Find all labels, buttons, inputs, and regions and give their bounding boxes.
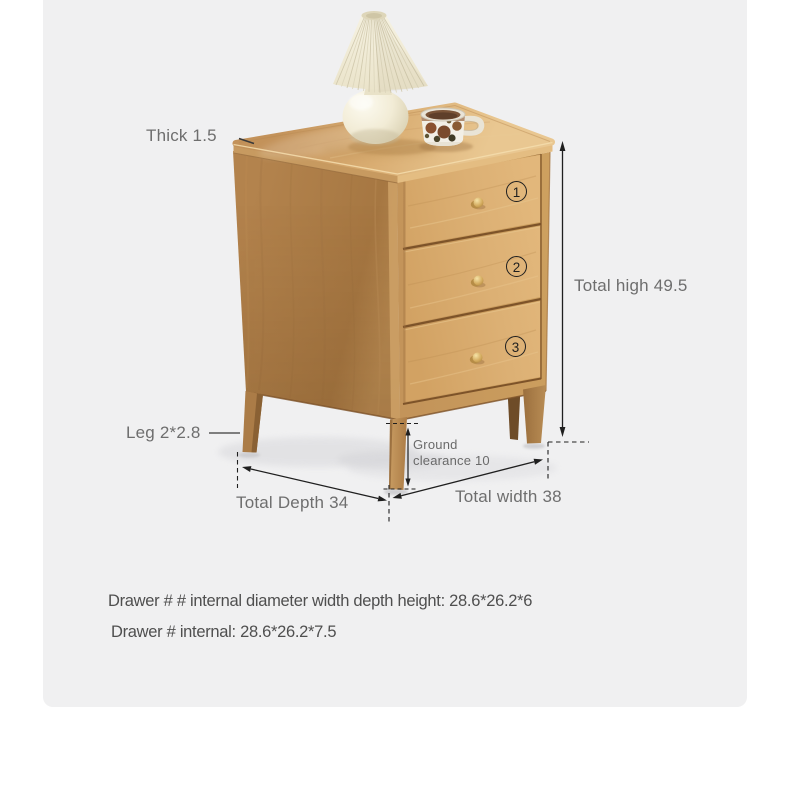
drawer-1-badge: 1 <box>506 181 527 202</box>
drawer-spec-line-2: Drawer # internal: 28.6*26.2*7.5 <box>111 623 337 641</box>
drawer-3-badge: 3 <box>505 336 526 357</box>
total-width-label: Total width 38 <box>455 487 562 506</box>
lamp-shade <box>333 11 428 93</box>
drawer-spec-line-1: Drawer # # internal diameter width depth height: 28.6*26.2*6 <box>108 592 533 610</box>
thickness-label: Thick 1.5 <box>146 126 217 145</box>
leg-label: Leg 2*2.8 <box>126 423 201 442</box>
total-height-label: Total high 49.5 <box>574 276 688 295</box>
cabinet <box>233 106 553 491</box>
drawer-2-badge: 2 <box>506 256 527 277</box>
ground-clearance-label: Ground clearance 10 <box>413 437 490 469</box>
cabinet-right-leg <box>523 385 546 444</box>
total-depth-label: Total Depth 34 <box>236 493 349 512</box>
